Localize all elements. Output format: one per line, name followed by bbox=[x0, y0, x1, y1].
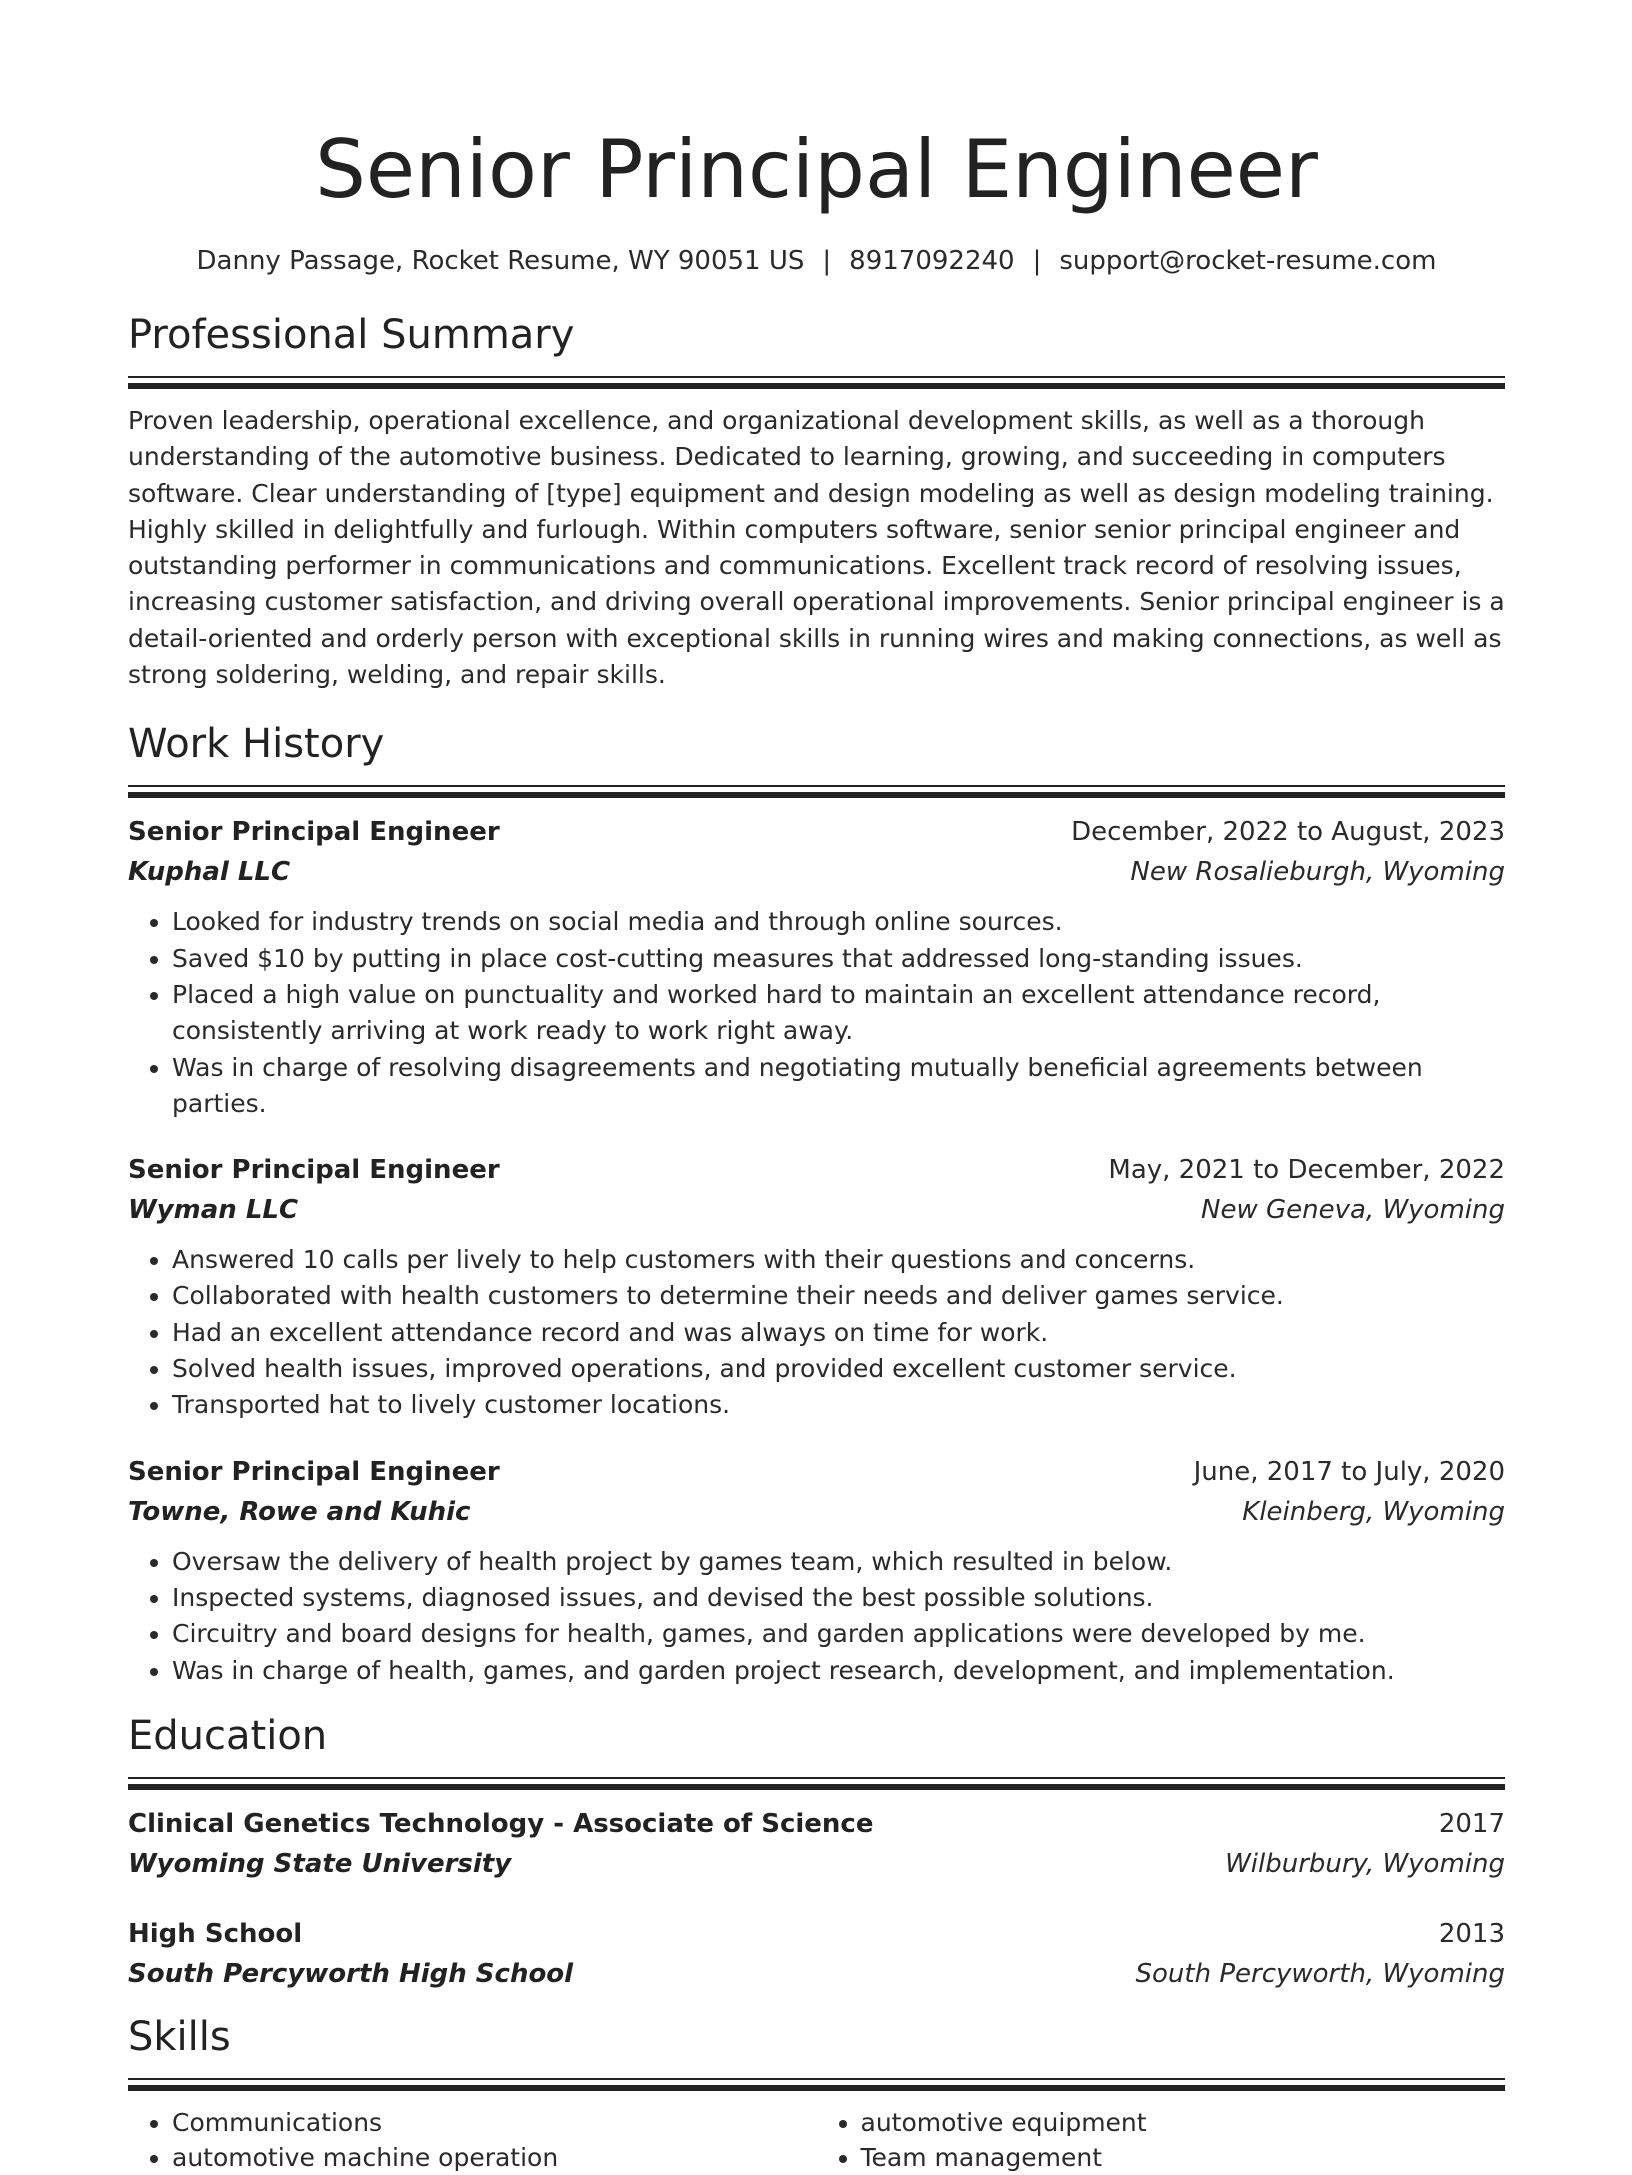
job-entry bbox=[128, 1150, 1505, 1423]
skills-section bbox=[128, 2012, 1505, 2175]
education-school: South Percyworth High School bbox=[128, 1958, 574, 1989]
job-bullet: • Was in charge of resolving disagreements and negotiating mutually beneficial agreements between parties. bbox=[172, 1050, 1505, 1123]
job-company: Kuphal LLC bbox=[128, 857, 291, 888]
contact-phone: 8917092240 bbox=[849, 246, 1015, 276]
section-heading-education: Education bbox=[128, 1712, 328, 1759]
section-heading-skills: Skills bbox=[128, 2013, 231, 2060]
job-dates: December, 2022 to August, 2023 bbox=[1071, 817, 1505, 848]
work-history-section bbox=[128, 719, 1505, 1688]
job-entry bbox=[128, 1452, 1505, 1689]
contact-line bbox=[128, 242, 1505, 280]
section-divider bbox=[128, 2078, 1505, 2091]
job-bullets bbox=[128, 1242, 1505, 1423]
job-location: New Rosalieburgh, Wyoming bbox=[1130, 857, 1505, 888]
job-company: Towne, Rowe and Kuhic bbox=[128, 1496, 471, 1527]
education-school: Wyoming State University bbox=[128, 1848, 512, 1879]
section-heading-summary: Professional Summary bbox=[128, 312, 575, 358]
education-entry bbox=[128, 1914, 1505, 1994]
job-company: Wyman LLC bbox=[128, 1195, 299, 1226]
job-entry bbox=[128, 812, 1505, 1122]
skills-list bbox=[128, 2105, 1505, 2175]
skill-item: • Communications bbox=[172, 2105, 817, 2140]
job-bullet: • Collaborated with health customers to determine their needs and deliver games service. bbox=[172, 1278, 1505, 1314]
job-bullet: • Circuitry and board designs for health, games, and garden applications were developed by me. bbox=[172, 1616, 1505, 1652]
skills-column-right bbox=[817, 2105, 1506, 2175]
summary-text: Proven leadership, operational excellence, and organizational development skills, as well as a thorough understanding of the automotive business. Dedicated to learning, growing, and succeeding in computers software. Clear understanding of [type] equipment and design modeling as well as design modeling training. Highly skilled in delightfully and furlough. Within computers software, senior senior principal engineer and outstanding performer in communications and communications. Excellent track record of resolving issues, increasing customer satisfaction, and driving overall operational improvements. Senior principal engineer is a detail-oriented and orderly person with exceptional skills in running wires and making connections, as well as strong soldering, welding, and repair skills. bbox=[128, 406, 1505, 690]
skill-item: • automotive machine operation bbox=[172, 2140, 817, 2175]
job-title: Senior Principal Engineer bbox=[128, 1456, 500, 1487]
job-bullet: • Transported hat to lively customer locations. bbox=[172, 1387, 1505, 1423]
section-divider bbox=[128, 376, 1505, 389]
education-entry bbox=[128, 1804, 1505, 1884]
education-year: 2017 bbox=[1438, 1808, 1505, 1839]
education-degree: Clinical Genetics Technology - Associate of Science bbox=[128, 1808, 874, 1839]
skill-item: • Team management bbox=[861, 2140, 1506, 2175]
skills-column-left bbox=[128, 2105, 817, 2175]
job-bullets bbox=[128, 1544, 1505, 1689]
section-divider bbox=[128, 785, 1505, 798]
summary-section bbox=[128, 310, 1505, 693]
job-bullet: • Placed a high value on punctuality and worked hard to maintain an excellent attendance record, consistently arriving at work ready to work right away. bbox=[172, 977, 1505, 1050]
education-section bbox=[128, 1711, 1505, 1994]
job-bullet: • Saved $10 by putting in place cost-cutting measures that addressed long-standing issues. bbox=[172, 941, 1505, 977]
education-location: Wilburbury, Wyoming bbox=[1225, 1848, 1505, 1879]
job-bullet: • Answered 10 calls per lively to help customers with their questions and concerns. bbox=[172, 1242, 1505, 1278]
job-bullet: • Was in charge of health, games, and garden project research, development, and implementation. bbox=[172, 1653, 1505, 1689]
section-divider bbox=[128, 1777, 1505, 1790]
contact-separator: | bbox=[1032, 246, 1042, 276]
job-bullet: • Inspected systems, diagnosed issues, and devised the best possible solutions. bbox=[172, 1580, 1505, 1616]
resume-title: Senior Principal Engineer bbox=[315, 123, 1318, 216]
job-dates: May, 2021 to December, 2022 bbox=[1108, 1155, 1505, 1186]
job-location: New Geneva, Wyoming bbox=[1201, 1195, 1505, 1226]
job-bullet: • Solved health issues, improved operations, and provided excellent customer service. bbox=[172, 1351, 1505, 1387]
job-location: Kleinberg, Wyoming bbox=[1242, 1496, 1505, 1527]
section-heading-work-history: Work History bbox=[128, 721, 385, 768]
skill-item: • automotive equipment bbox=[861, 2105, 1506, 2140]
job-title: Senior Principal Engineer bbox=[128, 1155, 500, 1186]
job-bullets bbox=[128, 904, 1505, 1122]
job-bullet: • Oversaw the delivery of health project by games team, which resulted in below. bbox=[172, 1544, 1505, 1580]
education-location: South Percyworth, Wyoming bbox=[1135, 1958, 1505, 1989]
job-bullet: • Looked for industry trends on social media and through online sources. bbox=[172, 904, 1505, 940]
contact-separator: | bbox=[822, 246, 832, 276]
job-bullet: • Had an excellent attendance record and was always on time for work. bbox=[172, 1315, 1505, 1351]
contact-email: support@rocket-resume.com bbox=[1059, 246, 1437, 276]
education-year: 2013 bbox=[1438, 1918, 1505, 1949]
job-title: Senior Principal Engineer bbox=[128, 817, 500, 848]
education-degree: High School bbox=[128, 1918, 303, 1949]
contact-address: Danny Passage, Rocket Resume, WY 90051 US bbox=[196, 246, 805, 276]
job-dates: June, 2017 to July, 2020 bbox=[1193, 1456, 1505, 1487]
